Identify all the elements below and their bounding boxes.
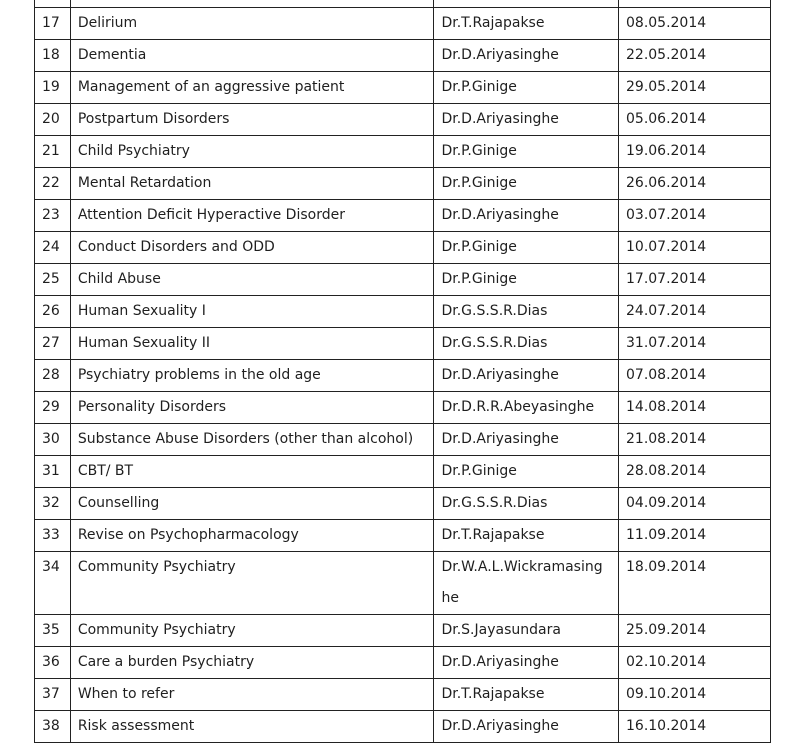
table-row — [35, 678, 771, 710]
lecturer-name: Dr.T.Rajapakse — [434, 678, 619, 710]
table-row — [35, 199, 771, 231]
table-row-cutoff — [35, 0, 771, 7]
row-number: 28 — [35, 359, 71, 391]
lecture-date: 18.09.2014 — [619, 551, 771, 614]
row-number: 21 — [35, 135, 71, 167]
lecture-schedule-table — [34, 0, 771, 743]
lecture-date: 17.07.2014 — [619, 263, 771, 295]
lecture-topic: Risk assessment — [70, 710, 434, 742]
lecturer-name: Dr.D.Ariyasinghe — [434, 646, 619, 678]
row-number: 37 — [35, 678, 71, 710]
lecturer-name: Dr.D.Ariyasinghe — [434, 39, 619, 71]
lecture-date: 31.07.2014 — [619, 327, 771, 359]
table-row — [35, 519, 771, 551]
row-number: 34 — [35, 551, 71, 614]
lecture-topic: Human Sexuality II — [70, 327, 434, 359]
lecturer-name: Dr.S.Jayasundara — [434, 614, 619, 646]
lecture-date: 11.09.2014 — [619, 519, 771, 551]
table-row — [35, 551, 771, 614]
lecture-date: 04.09.2014 — [619, 487, 771, 519]
lecture-date: 02.10.2014 — [619, 646, 771, 678]
table-row — [35, 39, 771, 71]
lecture-topic: Attention Deficit Hyperactive Disorder — [70, 199, 434, 231]
lecture-date: 14.08.2014 — [619, 391, 771, 423]
lecture-topic: Human Sexuality I — [70, 295, 434, 327]
table-row — [35, 135, 771, 167]
lecturer-name: Dr.D.R.R.Abeyasinghe — [434, 391, 619, 423]
lecture-date: 19.06.2014 — [619, 135, 771, 167]
lecture-date: 10.07.2014 — [619, 231, 771, 263]
table-row — [35, 295, 771, 327]
row-number: 32 — [35, 487, 71, 519]
lecturer-name: Dr.G.S.S.R.Dias — [434, 295, 619, 327]
table-row — [35, 487, 771, 519]
lecture-topic: Postpartum Disorders — [70, 103, 434, 135]
table-row — [35, 614, 771, 646]
row-number: 33 — [35, 519, 71, 551]
lecturer-name: Dr.P.Ginige — [434, 263, 619, 295]
row-number: 17 — [35, 7, 71, 39]
table-row — [35, 7, 771, 39]
lecture-topic: CBT/ BT — [70, 455, 434, 487]
row-number: 35 — [35, 614, 71, 646]
row-number: 18 — [35, 39, 71, 71]
lecturer-name: Dr.W.A.L.Wickramasinghe — [434, 551, 619, 614]
row-number: 38 — [35, 710, 71, 742]
table-row — [35, 391, 771, 423]
lecturer-name: Dr.D.Ariyasinghe — [434, 359, 619, 391]
table-row — [35, 646, 771, 678]
table-row — [35, 359, 771, 391]
lecture-topic: Mental Retardation — [70, 167, 434, 199]
lecturer-name: Dr.G.S.S.R.Dias — [434, 487, 619, 519]
lecture-topic: Delirium — [70, 7, 434, 39]
lecture-topic: Child Abuse — [70, 263, 434, 295]
lecturer-name: Dr.P.Ginige — [434, 135, 619, 167]
lecture-date: 24.07.2014 — [619, 295, 771, 327]
lecture-topic: Conduct Disorders and ODD — [70, 231, 434, 263]
row-number: 29 — [35, 391, 71, 423]
lecture-topic: Substance Abuse Disorders (other than alcohol) — [70, 423, 434, 455]
lecturer-name: Dr.P.Ginige — [434, 167, 619, 199]
row-number: 19 — [35, 71, 71, 103]
lecture-topic: Community Psychiatry — [70, 614, 434, 646]
lecturer-name: Dr.T.Rajapakse — [434, 7, 619, 39]
lecture-date: 28.08.2014 — [619, 455, 771, 487]
table-row — [35, 103, 771, 135]
lecture-topic: Dementia — [70, 39, 434, 71]
table-row — [35, 423, 771, 455]
lecture-date: 07.08.2014 — [619, 359, 771, 391]
table-row — [35, 455, 771, 487]
lecture-topic: Counselling — [70, 487, 434, 519]
table-row — [35, 710, 771, 742]
lecture-date: 09.10.2014 — [619, 678, 771, 710]
lecture-date: 16.10.2014 — [619, 710, 771, 742]
row-number: 25 — [35, 263, 71, 295]
lecture-date: 26.06.2014 — [619, 167, 771, 199]
lecturer-name: Dr.P.Ginige — [434, 231, 619, 263]
row-number: 30 — [35, 423, 71, 455]
lecturer-name: Dr.T.Rajapakse — [434, 519, 619, 551]
table-row — [35, 167, 771, 199]
lecturer-name: Dr.D.Ariyasinghe — [434, 103, 619, 135]
row-number: 20 — [35, 103, 71, 135]
lecture-topic: Management of an aggressive patient — [70, 71, 434, 103]
row-number: 27 — [35, 327, 71, 359]
row-number: 26 — [35, 295, 71, 327]
lecture-topic: Revise on Psychopharmacology — [70, 519, 434, 551]
lecture-date: 25.09.2014 — [619, 614, 771, 646]
lecture-date: 08.05.2014 — [619, 7, 771, 39]
table-row — [35, 327, 771, 359]
lecture-topic: Psychiatry problems in the old age — [70, 359, 434, 391]
lecture-date: 21.08.2014 — [619, 423, 771, 455]
table-row — [35, 263, 771, 295]
row-number: 24 — [35, 231, 71, 263]
row-number: 23 — [35, 199, 71, 231]
row-number: 36 — [35, 646, 71, 678]
lecturer-name: Dr.G.S.S.R.Dias — [434, 327, 619, 359]
lecture-topic: Child Psychiatry — [70, 135, 434, 167]
lecture-topic: Personality Disorders — [70, 391, 434, 423]
lecture-topic: When to refer — [70, 678, 434, 710]
lecturer-name: Dr.D.Ariyasinghe — [434, 199, 619, 231]
table-row — [35, 231, 771, 263]
lecture-date: 05.06.2014 — [619, 103, 771, 135]
lecture-date: 29.05.2014 — [619, 71, 771, 103]
lecture-topic: Community Psychiatry — [70, 551, 434, 614]
lecturer-name: Dr.D.Ariyasinghe — [434, 710, 619, 742]
row-number: 31 — [35, 455, 71, 487]
table-row — [35, 71, 771, 103]
lecturer-name: Dr.D.Ariyasinghe — [434, 423, 619, 455]
lecture-date: 03.07.2014 — [619, 199, 771, 231]
lecture-topic: Care a burden Psychiatry — [70, 646, 434, 678]
row-number: 22 — [35, 167, 71, 199]
lecturer-name: Dr.P.Ginige — [434, 71, 619, 103]
lecture-date: 22.05.2014 — [619, 39, 771, 71]
lecturer-name: Dr.P.Ginige — [434, 455, 619, 487]
